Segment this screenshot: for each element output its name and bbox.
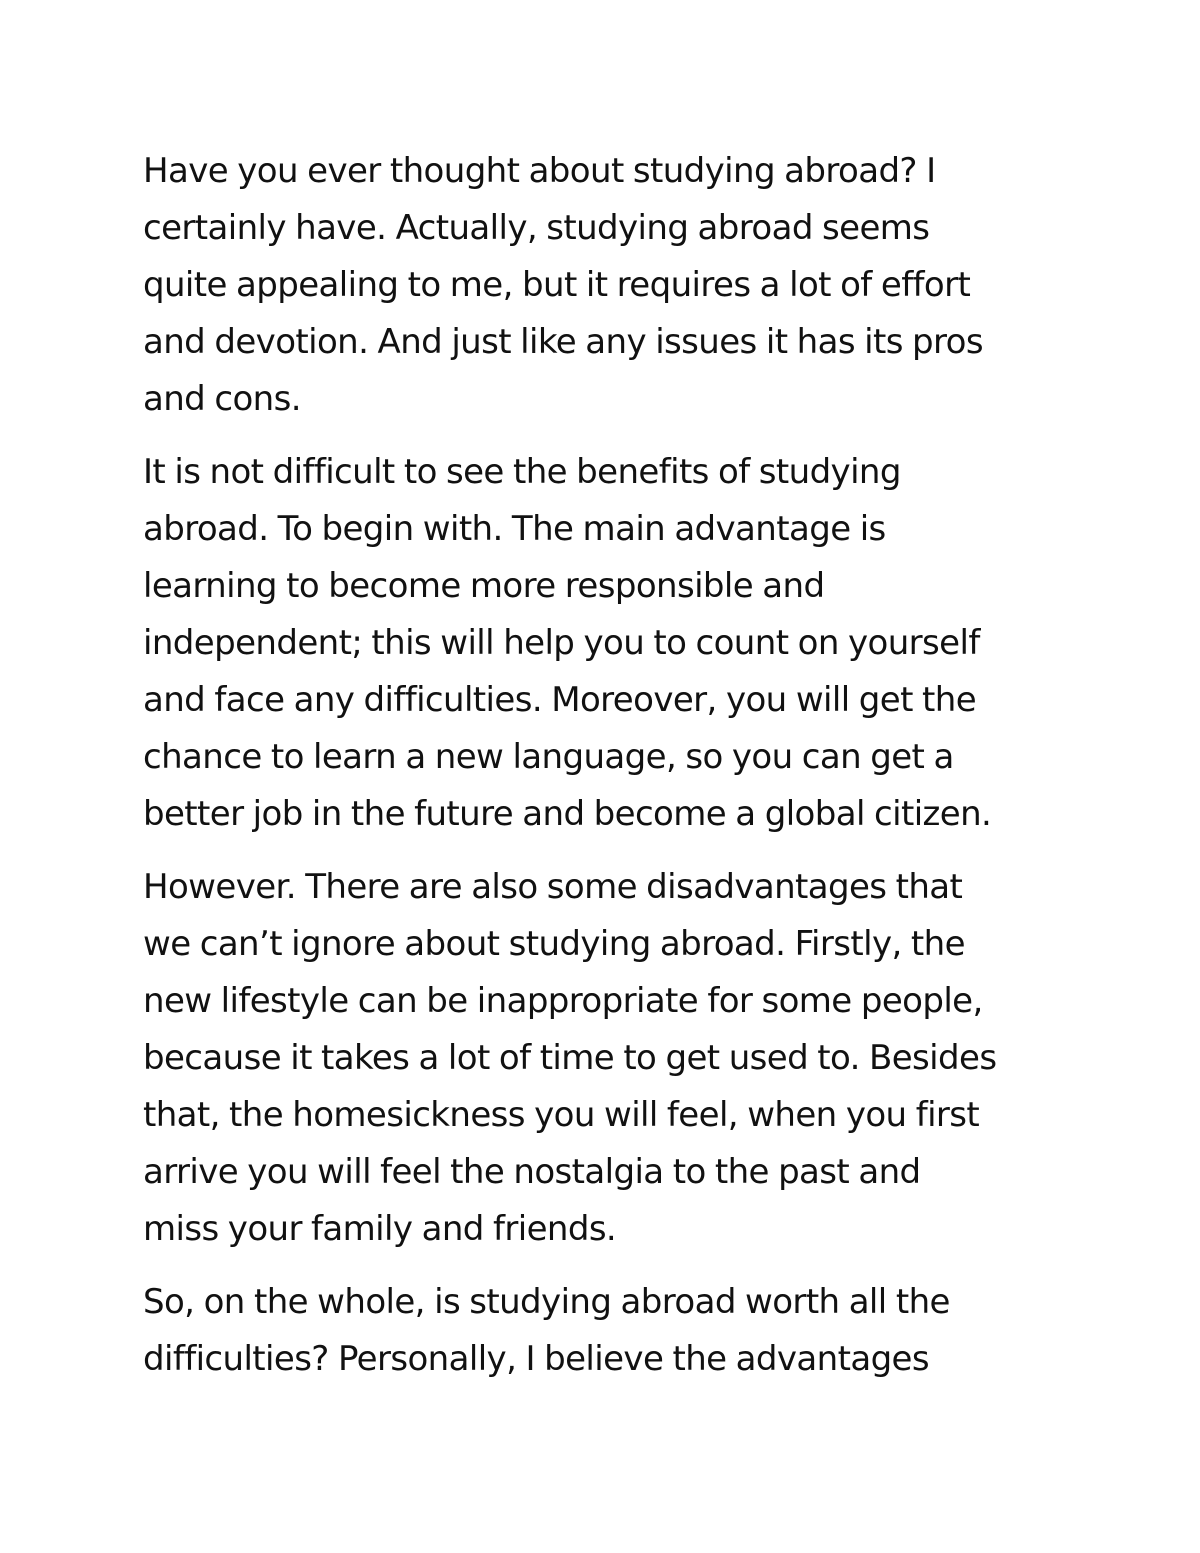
text-line: new lifestyle can be inappropriate for some people, [143, 981, 983, 1021]
text-line: and face any difficulties. Moreover, you will get the [143, 680, 977, 720]
text-line: because it takes a lot of time to get used to. Besides [143, 1038, 997, 1078]
text-line: Have you ever thought about studying abroad? I [143, 151, 936, 191]
paragraph-conclusion [143, 1274, 1068, 1388]
text-line: abroad. To begin with. The main advantage is [143, 509, 886, 549]
text-line: arrive you will feel the nostalgia to the past and [143, 1152, 921, 1192]
text-line: and cons. [143, 379, 301, 419]
text-line: learning to become more responsible and [143, 566, 825, 606]
paragraph-disadvantages [143, 859, 1068, 1258]
document-body [143, 143, 1068, 1404]
text-line: that, the homesickness you will feel, when you first [143, 1095, 980, 1135]
text-line: So, on the whole, is studying abroad worth all the [143, 1282, 950, 1322]
text-line: chance to learn a new language, so you can get a [143, 737, 954, 777]
paragraph-advantages [143, 444, 1068, 843]
paragraph-intro [143, 143, 1068, 428]
text-line: It is not difficult to see the benefits of studying [143, 452, 901, 492]
text-line: independent; this will help you to count on yourself [143, 623, 980, 663]
text-line: certainly have. Actually, studying abroad seems [143, 208, 930, 248]
text-line: better job in the future and become a global citizen. [143, 794, 992, 834]
text-line: miss your family and friends. [143, 1209, 617, 1249]
text-line: difficulties? Personally, I believe the advantages [143, 1339, 929, 1379]
text-line: However. There are also some disadvantages that [143, 867, 963, 907]
text-line: and devotion. And just like any issues it has its pros [143, 322, 983, 362]
text-line: we can’t ignore about studying abroad. Firstly, the [143, 924, 965, 964]
text-line: quite appealing to me, but it requires a lot of effort [143, 265, 971, 305]
